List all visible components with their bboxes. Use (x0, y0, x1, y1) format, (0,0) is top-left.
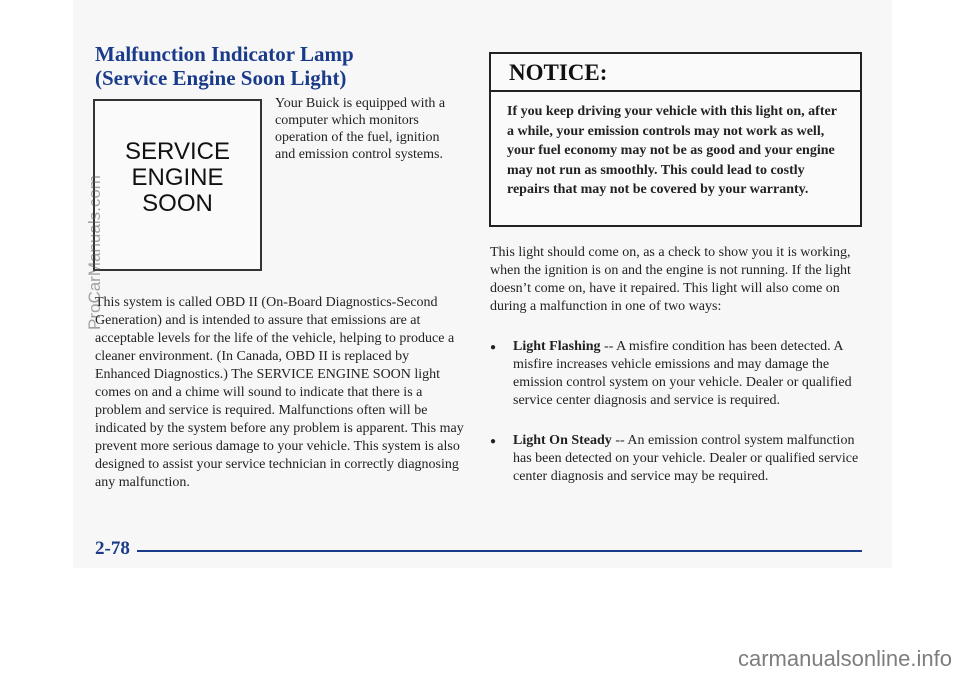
bullet-body (513, 432, 870, 486)
bullet-dot-icon: ● (490, 436, 497, 447)
bullet-light-flashing (490, 338, 870, 410)
obd-description-paragraph: This system is called OBD II (On-Board Diagnostics-Second Generation) and is intended to assure that emissions are at acceptable levels for the life of the vehicle, helping to produce a cleaner environment. (In Canada, OBD II is replaced by Enhanced Diagnostics.) The SERVICE ENGINE SOON light comes on and a chime will sound to indicate that there is a problem and service is required. Malfunctions often will be indicated by the system before any problem is apparent. This may prevent more serious damage to your vehicle. This system is also designed to assist your service technician in correctly diagnosing any malfunction. (95, 295, 464, 490)
lamp-label-line-1: SERVICE (125, 138, 230, 165)
lamp-label-line-3: SOON (142, 190, 213, 217)
light-check-paragraph: This light should come on, as a check to show you it is working, when the ignition is on and the engine is not running. If the light doesn’t come on, have it repaired. This light will also come on during a malfunction in one of two ways: (490, 245, 851, 314)
page-number: 2-78 (95, 538, 130, 559)
bullet-term: Light On Steady (513, 433, 612, 448)
bullet-description: -- An emission control system malfunction has been detected on your vehicle. Dealer or qualified service center diagnosis and service may be required. (513, 433, 859, 484)
notice-box (489, 52, 862, 227)
intro-paragraph: Your Buick is equipped with a computer which monitors operation of the fuel, ignition and emission control systems. (275, 96, 446, 162)
bullet-dot-icon: ● (490, 342, 497, 353)
bullet-body (513, 338, 870, 410)
bottom-watermark: carmanualsonline.info (737, 646, 952, 671)
lamp-label-line-2: ENGINE (131, 164, 224, 191)
notice-text: If you keep driving your vehicle with this light on, after a while, your emission controls may not work as well, your fuel economy may not be as good and your engine may not run as smoothly. This could lead to costly repairs that may not be covered by your warranty. (507, 104, 837, 197)
bullet-description: -- A misfire condition has been detected. A misfire increases vehicle emissions and may damage the emission control system on your vehicle. Dealer or qualified service center diagnosis and service is required. (513, 339, 852, 408)
notice-title: NOTICE: (491, 54, 860, 92)
side-watermark: ProCarManuals.com (85, 175, 104, 330)
bullet-term: Light Flashing (513, 339, 601, 354)
service-engine-soon-lamp-illustration (93, 99, 262, 271)
heading-line-1: Malfunction Indicator Lamp (95, 42, 354, 66)
section-heading (95, 42, 395, 90)
bullet-light-on-steady (490, 432, 870, 486)
footer-divider (137, 550, 862, 552)
heading-line-2: (Service Engine Soon Light) (95, 66, 347, 90)
